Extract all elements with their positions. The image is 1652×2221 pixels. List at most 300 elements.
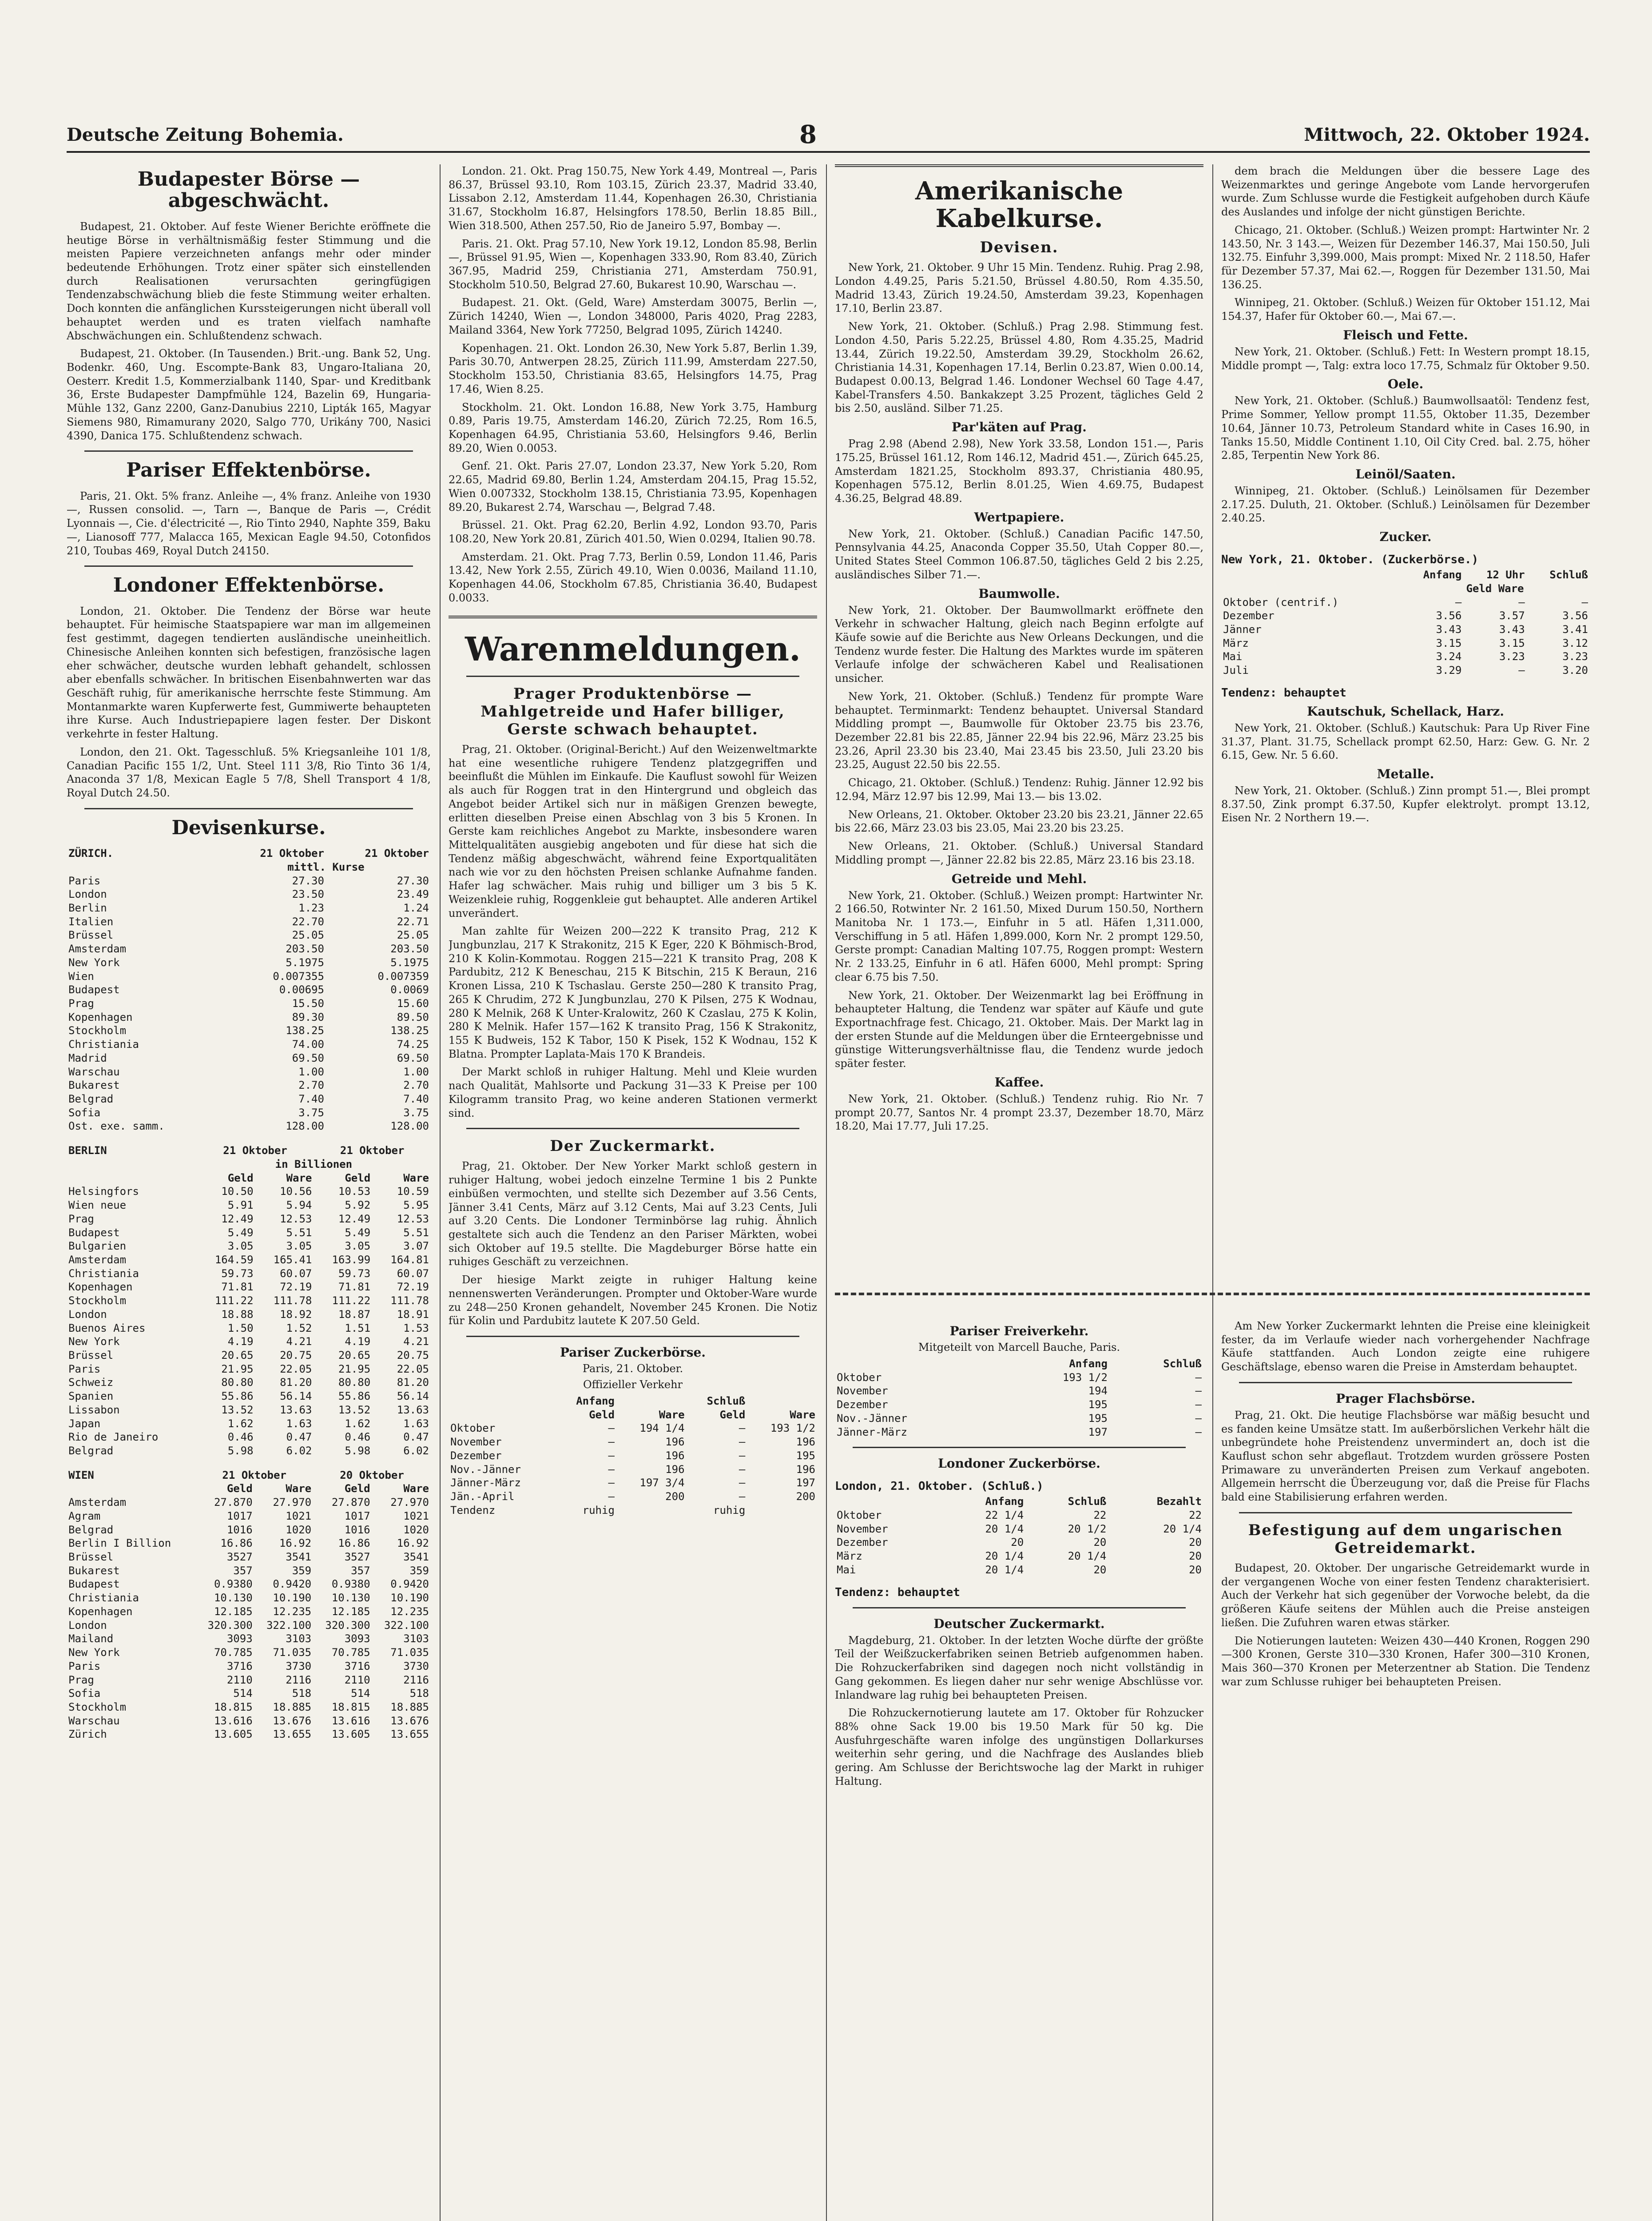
rate-cell: 18.815 (331, 1700, 370, 1713)
rate-cell: 27.870 (214, 1496, 253, 1509)
table-row (67, 1212, 431, 1226)
rate-cell: 12.53 (280, 1212, 312, 1225)
rate-cell: 195 (796, 1449, 815, 1462)
rate-cell: 3.56 (1436, 609, 1462, 622)
prag-heading: Prager Produktenbörse — Mahlgetreide und Hafer billiger, Gerste schwach behauptet. (481, 685, 785, 738)
rate-cell: 111.78 (390, 1294, 429, 1307)
rate-cell: 1.23 (298, 901, 324, 914)
rate-cell: — (739, 1477, 746, 1489)
row-label: Prag (68, 1673, 94, 1686)
parkurse-heading: Par'käten auf Prag. (952, 420, 1087, 435)
rate-cell: 23.49 (397, 888, 429, 901)
column-header (747, 1394, 817, 1408)
rate-cell: 80.80 (338, 1376, 371, 1389)
rate-cell: 20 (1093, 1563, 1107, 1576)
divider (466, 676, 799, 677)
rate-cell: — (608, 1463, 615, 1476)
rate-cell: 3103 (286, 1632, 312, 1645)
table-row (449, 1490, 817, 1504)
row-label: Christiania (68, 1267, 139, 1280)
table-subtitle: Geld Ware (1466, 582, 1524, 595)
rate-cell: 514 (233, 1687, 253, 1700)
rate-cell: 197 (1088, 1425, 1108, 1438)
rate-cell: 10.130 (331, 1592, 370, 1604)
rate-cell: 20 1/4 (985, 1550, 1024, 1563)
foreign-quotes: Amsterdam. 21. Okt. Prag 7.73, Berlin 0.59, London 11.46, Paris 13.42, New York 2.55, Zürich 49.10, Wien 0.0036, Mailand 11.10, Kopenhagen 44.06, Stockholm 67.85, Christiania 36.40, Budapest 0.0033. (449, 550, 817, 604)
rate-cell: 5.51 (403, 1226, 429, 1239)
weizen-report: dem brach die Meldungen über die bessere Lage des Weizenmarktes und geringe Angebote vom Lande hervorgerufen wurde. Zum Schlusse wurde die Festigkeit aufgehoben durch Käufe des Auslandes und infolge der nicht günstigen Berichte. (1221, 165, 1590, 219)
zurich-rates-table (67, 847, 431, 1133)
baumwolle-heading: Baumwolle. (978, 586, 1060, 601)
rate-cell: 195 (1088, 1412, 1108, 1425)
table-row (67, 1198, 431, 1212)
getreide-heading: Getreide und Mehl. (951, 871, 1087, 886)
rate-cell: — (1195, 1412, 1202, 1425)
foreign-quotes: London. 21. Okt. Prag 150.75, New York 4.49, Montreal —, Paris 86.37, Brüssel 93.10, Rom 103.15, Zürich 23.37, Madrid 33.40, Lissabon 2.12, Amsterdam 11.44, Kopenhagen 26.30, Christiania 31.67, Stockholm 16.87, Helsingfors 178.50, Berlin 18.85 Bill., Wien 318.500, Athen 257.50, Rio de Janeiro 5.97, Bombay —. (449, 165, 817, 232)
table-row (1221, 664, 1590, 677)
rate-cell: 20 1/4 (1163, 1522, 1202, 1535)
ny-devisen: New York, 21. Oktober. 9 Uhr 15 Min. Tendenz. Ruhig. Prag 2.98, London 4.49.25, Paris 5.21.50, Brüssel 4.80.50, Rom 4.35.50, Madrid 13.43, Zürich 19.24.50, Amsterdam 39.23, Kopenhagen 17.10, Berlin 23.87. (835, 261, 1203, 315)
rate-cell (747, 1504, 817, 1517)
rate-cell: 3.23 (1562, 650, 1588, 663)
row-label: Sofia (68, 1687, 101, 1700)
kautschuk-heading: Kautschuk, Schellack, Harz. (1307, 704, 1504, 719)
rate-cell: 13.655 (390, 1728, 429, 1741)
rate-cell: 0.007359 (377, 970, 429, 983)
table-row (67, 983, 431, 997)
rate-cell: 18.885 (390, 1700, 429, 1713)
table-row (67, 1065, 431, 1079)
rate-cell: 197 (796, 1477, 815, 1489)
rate-cell: — (739, 1422, 746, 1435)
column-1 (67, 164, 431, 2221)
rate-cell: 6.02 (286, 1445, 312, 1457)
table-title: ZÜRICH. (68, 847, 114, 860)
rate-cell: 3541 (403, 1551, 429, 1564)
rate-cell: 70.785 (331, 1646, 370, 1659)
rate-cell: 12.235 (390, 1605, 429, 1618)
rate-cell: 3103 (403, 1632, 429, 1645)
rate-cell: 0.46 (345, 1431, 371, 1444)
baumwolle-report: New York, 21. Oktober. (Schluß.) Tendenz für prompte Ware behauptet. Terminmarkt: Tendenz behauptet. Universal Standard Middling prompt —, Baumwolle für Oktober 23.75 bis 23.76, Dezember 22.81 bis 22.85, Jänner 22.94 bis 22.96, März 23.25 bis 23.26, April 23.30 bis 23.40, Mai 23.45 bis 23.50, Juli 23.20 bis 23.25, August 22.50 bis 22.55. (835, 690, 1203, 771)
getreide-report: New York, 21. Oktober. (Schluß.) Weizen prompt: Hartwinter Nr. 2 166.50, Rotwinter Nr. 2 161.50, Mixed Durum 150.50, Northern Manitoba Nr. 1 173.—, Einfuhr in 5 atl. Häfen 1,311.000, Verschiffung in 5 atl. Häfen 1,899.000, Korn Nr. 2 prompt 129.50, Gerste prompt: Canadian Malting 107.75, Roggen prompt: Western Nr. 2 133.25, Einfuhr in 6 atl. Häfen 6000, Mehl prompt: Spring clear 6.75 bis 7.50. (835, 889, 1203, 983)
rate-cell: 0.9420 (390, 1578, 429, 1591)
paris-quotes: Paris, 21. Okt. 5% franz. Anleihe —, 4% franz. Anleihe von 1930 —, Russen consolid. —, Tarn —, Banque de Paris —, Crédit Lyonnais —, Cie. d'électricité —, Rio Tinto 2940, Naphte 359, Baku —, Lianosoff 777, Malacca 165, Mexican Eagle 94.50, Cotonfidos 210, Toubas 469, Royal Dutch 24150. (67, 490, 431, 557)
table-row (1221, 637, 1590, 650)
row-label: Buenos Aires (68, 1321, 146, 1334)
rate-cell: — (1581, 596, 1588, 609)
column-header: Schluß (707, 1394, 746, 1407)
rate-cell: 203.50 (390, 943, 429, 955)
rate-cell: 4.21 (286, 1335, 312, 1348)
row-label: London (68, 1619, 107, 1632)
column-header: Geld (227, 1171, 254, 1184)
row-label: Lissabon (68, 1403, 120, 1416)
rate-cell: 1021 (286, 1509, 312, 1522)
table-row (835, 1425, 1203, 1439)
rate-cell: 22.70 (292, 915, 324, 928)
rate-cell: 60.07 (280, 1267, 312, 1280)
waren-heading: Warenmeldungen. (465, 630, 801, 669)
row-label: Mai (837, 1563, 856, 1576)
baumwolle-report: Chicago, 21. Oktober. (Schluß.) Tendenz: Ruhig. Jänner 12.92 bis 12.94, März 12.97 bis 12.99, Mai 13.— bis 13.02. (835, 776, 1203, 803)
table-row (67, 901, 431, 915)
rate-cell: 69.50 (292, 1051, 324, 1064)
foreign-quotes: Budapest. 21. Okt. (Geld, Ware) Amsterdam 30075, Berlin —, Zürich 14240, Wien —, London 348000, Paris 4020, Prag 2283, Mailand 3364, New York 77250, Belgrad 1095, Zürich 14240. (449, 296, 817, 336)
rate-cell: — (1518, 664, 1525, 677)
rate-cell: 27.870 (331, 1496, 370, 1509)
rate-cell: 6.02 (403, 1445, 429, 1457)
table-row (67, 1523, 431, 1537)
rate-cell: — (608, 1436, 615, 1449)
rate-cell: 163.99 (332, 1253, 371, 1266)
table-row (835, 1536, 1203, 1549)
table-row (67, 1267, 431, 1281)
table-row (835, 1522, 1203, 1536)
rate-cell: 5.49 (345, 1226, 371, 1239)
londoner-zucker-tendenz: Tendenz: behauptet (835, 1585, 960, 1599)
flachs-heading: Prager Flachsbörse. (1335, 1391, 1475, 1406)
row-label: Ost. exe. samm. (68, 1120, 165, 1133)
ny-zucker-report: Am New Yorker Zuckermarkt lehnten die Preise eine kleinigkeit fester, da im Verlaufe wieder nach vorhergehender Nachfrage Käufe stattfanden. Auch London zeigte eine ruhigere Geschäftslage, ebenso waren die Preise in Amsterdam behauptet. (1221, 1320, 1590, 1373)
column-rule (440, 164, 441, 2221)
rate-cell: 71.035 (390, 1646, 429, 1659)
row-label: Jän.-April (450, 1490, 515, 1503)
rate-cell: 20 1/4 (1068, 1550, 1107, 1563)
rate-cell: 1.51 (345, 1321, 371, 1334)
rate-cell: 138.25 (390, 1024, 429, 1037)
row-label: Brüssel (68, 1349, 114, 1361)
rate-cell: 13.63 (397, 1403, 429, 1416)
rate-cell: 5.49 (227, 1226, 254, 1239)
rate-cell: 138.25 (286, 1024, 324, 1037)
fleisch-report: New York, 21. Oktober. (Schluß.) Fett: In Western prompt 18.15, Middle prompt —, Talg: extra loco 17.75, Schmalz für Oktober 9.50. (1221, 345, 1590, 372)
wertpapier-heading: Wertpapiere. (974, 509, 1064, 525)
rate-cell: 196 (665, 1436, 685, 1449)
row-label: Mai (1223, 650, 1243, 663)
zucker-subheading: Zucker. (1379, 529, 1432, 545)
rate-cell: 3.23 (1499, 650, 1525, 663)
row-label: Budapest (68, 1226, 120, 1239)
row-label: Zürich (68, 1728, 107, 1741)
rate-cell: ruhig (582, 1504, 615, 1516)
berlin-rates-table (67, 1144, 431, 1458)
rate-cell: 128.00 (286, 1120, 324, 1133)
rate-cell: — (1518, 596, 1525, 609)
devisen-heading: Devisenkurse. (171, 816, 326, 839)
rate-cell: 22 (1189, 1509, 1202, 1522)
ny-zucker-table (1221, 568, 1590, 677)
row-label: Dezember (1223, 609, 1275, 622)
rate-cell: 5.1975 (390, 956, 429, 969)
column-header: Ware (286, 1171, 312, 1184)
budapest-quotes: Budapest, 21. Oktober. (In Tausenden.) Brit.-ung. Bank 52, Ung. Bodenkr. 460, Ung. Escompte-Bank 83, Ungaro-Italiana 20, Oesterr. Kredit 1.5, Kommerzialbank 1140, Spar- und Kreditbank 36, Erste Budapester Dampfmühle 124, Bazelin 69, Hungaria-Mühle 132, Ganz 2200, Ganz-Danubius 2210, Lipták 165, Magyar Siemens 980, Rimamurany 2020, Salgo 770, Urikány 700, Nasici 4390, Danica 175. Schlußtendenz schwach. (67, 347, 431, 442)
rate-cell: 0.9380 (331, 1578, 370, 1591)
baumwolle-report: New Orleans, 21. Oktober. Oktober 23.20 bis 23.21, Jänner 22.65 bis 22.66, März 23.03 bis 23.05, Mai 23.20 bis 23.25. (835, 808, 1203, 835)
table-row (67, 1536, 431, 1550)
rate-cell: 71.81 (338, 1281, 371, 1294)
winnipeg-report: Winnipeg, 21. Oktober. (Schluß.) Weizen für Oktober 151.12, Mai 154.37, Hafer für Oktober 60.—, Mai 67.—. (1221, 296, 1590, 323)
rate-cell: 164.81 (390, 1253, 429, 1266)
column-header: Anfang (576, 1394, 615, 1407)
table-row (449, 1463, 817, 1477)
rate-cell: 20 (1189, 1536, 1202, 1549)
divider (853, 1607, 1186, 1608)
rate-cell: 20 1/4 (985, 1563, 1024, 1576)
rate-cell: 81.20 (280, 1376, 312, 1389)
rate-cell: 3716 (344, 1660, 370, 1672)
rate-cell: 322.100 (384, 1619, 429, 1632)
column-4 (1221, 164, 1590, 1319)
row-label: Bukarest (68, 1079, 120, 1092)
table-row (67, 1605, 431, 1619)
table-row (67, 1700, 431, 1714)
rate-cell: — (608, 1449, 615, 1462)
issue-date: Mittwoch, 22. Oktober 1924. (1304, 124, 1590, 145)
rate-cell: 10.53 (338, 1185, 371, 1198)
freiverkehr-heading: Pariser Freiverkehr. (949, 1324, 1089, 1338)
rate-cell: 1.00 (403, 1065, 429, 1078)
table-row (67, 1308, 431, 1321)
rate-cell: 16.86 (220, 1537, 253, 1550)
londoner-zucker-table (835, 1495, 1203, 1576)
rate-cell: 2110 (226, 1673, 253, 1686)
rate-cell: 10.59 (397, 1185, 429, 1198)
row-label: Dezember (837, 1398, 888, 1411)
table-row (1221, 596, 1590, 609)
column-header (67, 1171, 197, 1185)
rate-cell: 2116 (286, 1673, 312, 1686)
row-label: Mailand (68, 1632, 114, 1645)
rate-cell: 359 (409, 1564, 429, 1577)
getreide-report: New York, 21. Oktober. Der Weizenmarkt lag bei Eröffnung in behaupteter Haltung, die Tendenz war später auf Käufe und gute Exportnachfrage fest. Chicago, 21. Oktober. Mais. Der Markt lag in der ersten Stunde auf die Meldungen über die Ernteergebnisse und günstige Witterungsverhältnisse flau, die Tendenz wurde jedoch später fester. (835, 989, 1203, 1070)
table-row (67, 1430, 431, 1444)
column-header: Schluß (1549, 569, 1588, 581)
table-row (67, 1496, 431, 1509)
london-quotes: London, den 21. Okt. Tagesschluß. 5% Kriegsanleihe 101 1/8, Canadian Pacific 155 1/2, Unt. Steel 111 3/8, Rio Tinto 36 1/4, Anaconda 37 1/8, Mexican Eagle 5 7/8, Shell Transport 4 1/8, Royal Dutch 24.50. (67, 745, 431, 799)
rate-cell: 200 (796, 1490, 815, 1503)
zucker-report: Prag, 21. Oktober. Der New Yorker Markt schloß gestern in ruhiger Haltung, wobei jedoch einzelne Termine 1 bis 2 Punkte einbüßen vermochten, und stellte sich Dezember auf 3.56 Cents, Jänner 3.41 Cents, März auf 3.12 Cents, Mai auf 3.23 Cents, Juli auf 3.20 Cents. Die Londoner Terminbörse lag ruhig. Ähnlich gestaltete sich auch die Tendenz an den Pariser Märkten, wobei sich Oktober auf 19.5 stellte. Die Magdeburger Börse hatte ein ruhiges Geschäft zu verzeichnen. (449, 1160, 817, 1268)
rate-cell: 3.07 (403, 1240, 429, 1253)
rate-cell: 5.98 (227, 1445, 254, 1457)
rate-cell: 13.655 (273, 1728, 312, 1741)
column-header (449, 1408, 556, 1422)
row-label: Warschau (68, 1065, 120, 1078)
rate-cell: 71.81 (221, 1281, 254, 1294)
rate-cell: 55.86 (338, 1390, 371, 1403)
row-label: Belgrad (68, 1093, 114, 1106)
table-row (67, 942, 431, 956)
table-row (67, 928, 431, 942)
rate-cell: 3.15 (1436, 637, 1462, 649)
rate-cell: 1.50 (227, 1321, 254, 1334)
rate-cell: 2.70 (298, 1079, 324, 1092)
row-label: Japan (68, 1417, 101, 1430)
rate-cell: 27.30 (292, 874, 324, 887)
table-row (67, 1335, 431, 1349)
table-row (449, 1435, 817, 1449)
table-row (67, 1376, 431, 1389)
londoner-zucker-dateline: London, 21. Oktober. (Schluß.) (835, 1480, 1044, 1493)
rate-cell: 518 (292, 1687, 312, 1700)
rate-cell: 12.49 (338, 1212, 371, 1225)
row-label: Jänner-März (837, 1425, 907, 1438)
newspaper-page (67, 120, 1590, 2221)
column-header: Anfang (985, 1495, 1024, 1508)
table-row (67, 874, 431, 888)
row-label: New York (68, 1335, 120, 1348)
rate-cell: — (739, 1490, 746, 1503)
rate-cell: 10.190 (273, 1592, 312, 1604)
rate-cell: 0.0069 (390, 983, 429, 996)
rate-cell: 0.9380 (214, 1578, 253, 1591)
rate-cell: 7.40 (403, 1093, 429, 1106)
ungarn-report: Budapest, 20. Oktober. Der ungarische Getreidemarkt wurde in der vergangenen Woche von einer festen Tendenz charakterisiert. Auch der Verkehr hat sich gegenüber der Vorwoche belebt, da die größeren Käufe seitens der Mühlen auch die Preise ansteigen ließen. Die Zufuhren waren etwas stärker. (1221, 1561, 1590, 1629)
column-header (1221, 568, 1400, 582)
row-label: Jänner (1223, 623, 1262, 636)
parkurse-report: Prag 2.98 (Abend 2.98), New York 33.58, London 151.—, Paris 175.25, Brüssel 161.12, Rom 146.12, Madrid 451.—, Zürich 645.25, Amsterdam 1821.25, Stockholm 893.37, Christiania 480.95, Kopenhagen 575.12, Berlin 8.01.25, Wien 4.69.75, Budapest 4.36.25, Belgrad 48.89. (835, 438, 1203, 505)
rate-cell: 13.52 (221, 1403, 254, 1416)
column-header: 21 Oktober (260, 847, 324, 860)
rate-cell: 5.1975 (286, 956, 324, 969)
rate-cell: 13.676 (273, 1714, 312, 1727)
rate-cell: 359 (292, 1564, 312, 1577)
devisen-subheading: Devisen. (980, 239, 1059, 257)
budapest-heading: Budapester Börse — abgeschwächt. (137, 168, 360, 212)
rate-cell: 20 (1189, 1563, 1202, 1576)
kaffee-report: New York, 21. Oktober. (Schluß.) Tendenz ruhig. Rio Nr. 7 prompt 20.77, Santos Nr. 4 prompt 23.37, Dezember 18.70, März 18.20, Mai 17.77, Juli 17.25. (835, 1092, 1203, 1133)
paris-zucker-dateline: Paris, 21. Oktober. (582, 1362, 683, 1375)
rate-cell: 3.29 (1436, 664, 1462, 677)
rate-cell: 1.63 (403, 1417, 429, 1430)
rate-cell: 25.05 (292, 929, 324, 942)
rate-cell: 5.94 (286, 1199, 312, 1212)
paris-zucker-subtitle: Offizieller Verkehr (583, 1378, 683, 1391)
row-label: New York (68, 1646, 120, 1659)
londoner-zucker-heading: Londoner Zuckerbörse. (938, 1456, 1100, 1471)
rate-cell: 3093 (344, 1632, 370, 1645)
table-row (67, 1714, 431, 1728)
rate-cell: 3.41 (1562, 623, 1588, 636)
rate-cell: 1020 (286, 1523, 312, 1536)
divider (84, 808, 413, 809)
rate-cell: 1017 (226, 1509, 253, 1522)
paris-zucker-heading: Pariser Zuckerbörse. (560, 1345, 706, 1360)
metalle-report: New York, 21. Oktober. (Schluß.) Zinn prompt 51.—, Blei prompt 8.37.50, Zink prompt 6.37.50, Kupfer elektrolyt. prompt 13.12, Eisen Nr. 2 Northern 19.—. (1221, 784, 1590, 824)
column-header: Ware (790, 1408, 815, 1421)
kautschuk-report: New York, 21. Oktober. (Schluß.) Kautschuk: Para Up River Fine 31.37, Plant. 31.75, Schellack prompt 62.50, Harz: Gew. G. Nr. 2 6.15, Gew. Nr. 5 6.60. (1221, 721, 1590, 762)
divider (84, 565, 413, 567)
table-row (449, 1476, 817, 1490)
rate-cell: 22.05 (280, 1362, 312, 1375)
rate-cell: 12.185 (331, 1605, 370, 1618)
table-row (67, 915, 431, 929)
page-header (67, 120, 1590, 153)
wien-rates-table (67, 1469, 431, 1741)
table-row (67, 1362, 431, 1376)
page-number: 8 (799, 120, 817, 149)
rate-cell: 3.43 (1499, 623, 1525, 636)
column-header (835, 1357, 1001, 1371)
column-3 (835, 164, 1203, 1319)
rate-cell: 1.53 (403, 1321, 429, 1334)
row-label: März (837, 1550, 862, 1563)
foreign-quotes: Paris. 21. Okt. Prag 57.10, New York 19.12, London 85.98, Berlin —, Brüssel 91.95, Wien —, Kopenhagen 333.90, Rom 83.40, Zürich 367.95, Madrid 259, Christiania 271, Amsterdam 750.91, Stockholm 510.50, Belgrad 27.60, Bukarest 10.90, Warschau —. (449, 237, 817, 291)
rate-cell: 13.676 (390, 1714, 429, 1727)
table-row (67, 1673, 431, 1687)
row-label: London (68, 1308, 107, 1321)
divider (84, 450, 413, 452)
rate-cell: 196 (665, 1463, 685, 1476)
zucker-report: Der hiesige Markt zeigte in ruhiger Haltung keine nennenswerten Veränderungen. Prompter und Oktober-Ware wurde zu 248—250 Kronen gehandelt, November 245 Kronen. Die Notiz für Kolin und Pardubitz lautete K 207.50 Geld. (449, 1274, 817, 1327)
rate-cell: 0.47 (403, 1431, 429, 1444)
row-label: Berlin (68, 901, 107, 914)
rate-cell: 12.49 (221, 1212, 254, 1225)
rate-cell: 55.86 (221, 1390, 254, 1403)
row-label: Paris (68, 1660, 101, 1672)
table-row (835, 1412, 1203, 1425)
rate-cell: 193 1/2 (770, 1422, 815, 1435)
rate-cell: 7.40 (298, 1093, 324, 1106)
rate-cell: 1.62 (227, 1417, 254, 1430)
rate-cell: 18.87 (338, 1308, 371, 1321)
table-row (67, 1632, 431, 1646)
rate-cell: 1.62 (345, 1417, 371, 1430)
rate-cell: 27.970 (273, 1496, 312, 1509)
row-label: Brüssel (68, 929, 114, 942)
row-label: Madrid (68, 1051, 107, 1064)
table-row (835, 1509, 1203, 1522)
rate-cell: 196 (665, 1449, 685, 1462)
table-row (67, 1321, 431, 1335)
divider (466, 1336, 799, 1337)
rate-cell: 22 1/4 (985, 1509, 1024, 1522)
table-row (835, 1563, 1203, 1577)
row-label: Amsterdam (68, 1496, 127, 1509)
deutscher-zucker-heading: Deutscher Zuckermarkt. (933, 1616, 1105, 1631)
rate-cell: 194 (1088, 1385, 1108, 1397)
row-label: Paris (68, 874, 101, 887)
section-divider (835, 1293, 1590, 1295)
column-2 (449, 164, 817, 2221)
row-label: Spanien (68, 1390, 114, 1403)
rate-cell: 15.50 (292, 997, 324, 1010)
rate-cell: 3.05 (286, 1240, 312, 1253)
table-row (67, 1119, 431, 1133)
rate-cell: 3.20 (1562, 664, 1588, 677)
row-label: Dezember (450, 1449, 502, 1462)
rate-cell: 3.15 (1499, 637, 1525, 649)
row-label: London (68, 888, 107, 901)
column-header (449, 1394, 556, 1408)
column-header: Ware (659, 1408, 685, 1421)
rate-cell: 197 3/4 (639, 1477, 685, 1489)
divider (466, 1128, 799, 1129)
flachs-report: Prag, 21. Okt. Die heutige Flachsbörse war mäßig besucht und es fanden keine Umsätze statt. Im außerbörslichen Verkehr hält die unbegründete hohe Preistendenz unvermindert an, doch ist die Kauflust schon sehr abgeflaut. Trotzdem wurden grössere Posten Primaware zu unveränderten Preisen zum Verkauf angeboten. Allgemein herrscht die Überzeugung vor, daß die Preise für Flachs bald eine Stabilisierung erfahren werden. (1221, 1409, 1590, 1504)
rate-cell: 23.50 (292, 888, 324, 901)
table-row (67, 1239, 431, 1253)
table-row (67, 1253, 431, 1267)
table-row (67, 1349, 431, 1362)
column-header (616, 1394, 687, 1408)
row-label: Nov.-Jänner (837, 1412, 907, 1425)
foreign-quotes: Genf. 21. Okt. Paris 27.07, London 23.37, New York 5.20, Rom 22.65, Madrid 69.80, Berlin 1.24, Amsterdam 204.15, Prag 15.52, Wien 0.007332, Stockholm 138.15, Christiania 73.95, Kopenhagen 89.20, Bukarest 2.74, Warschau —, Belgrad 7.48. (449, 460, 817, 513)
column-header: 21 Oktober (340, 1144, 405, 1157)
fleisch-heading: Fleisch und Fette. (1343, 327, 1468, 342)
row-label: Bukarest (68, 1564, 120, 1577)
table-row (835, 1371, 1203, 1385)
row-label: Prag (68, 997, 94, 1010)
